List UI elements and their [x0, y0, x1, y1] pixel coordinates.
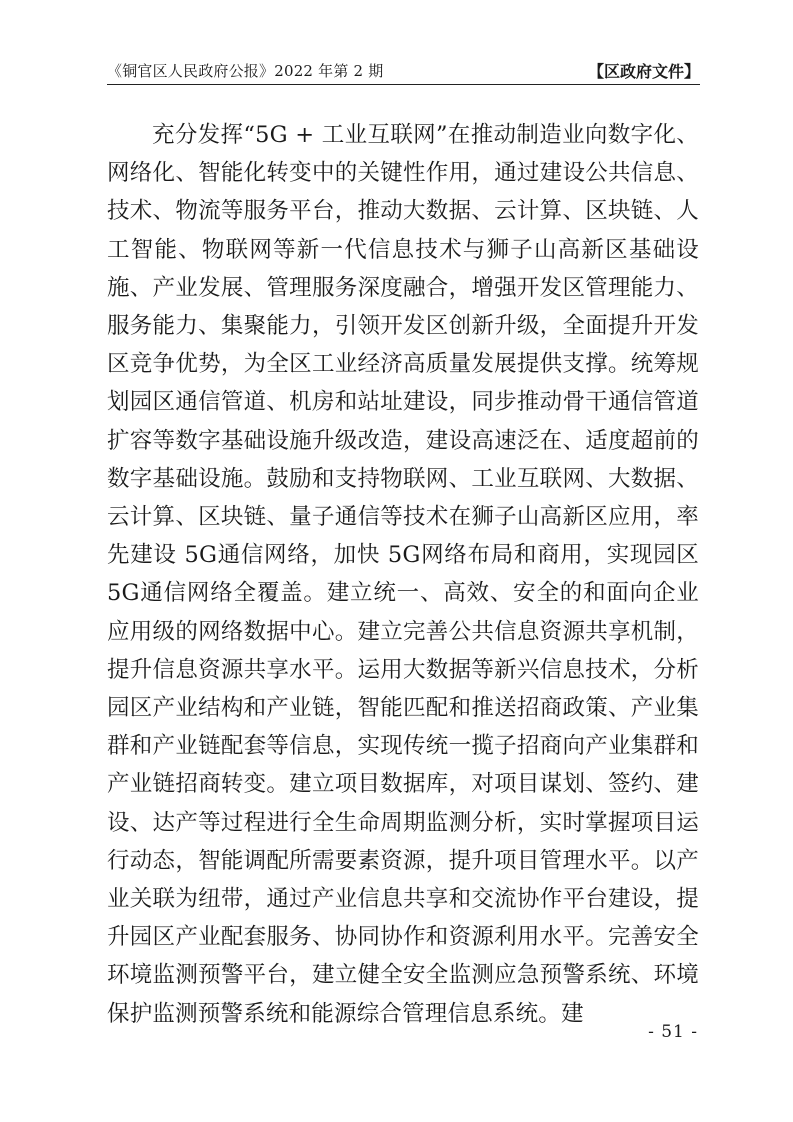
section-label: 【区政府文件】	[587, 62, 700, 81]
publication-title: 《铜官区人民政府公报》2022 年第 2 期	[107, 62, 384, 80]
page-number: - 51 -	[648, 1022, 698, 1042]
page-header	[107, 58, 700, 85]
body-paragraph: 充分发挥“5G + 工业互联网”在推动制造业向数字化、网络化、智能化转变中的关键性作用，通过建设公共信息、技术、物流等服务平台，推动大数据、云计算、区块链、人工智能、物联网等新一代信息技术与狮子山高新区基础设施、产业发展、管理服务深度融合，增强开发区管理能力、服务能力、集聚能力，引领开发区创新升级，全面提升开发区竞争优势，为全区工业经济高质量发展提供支撑。统筹规划园区通信管道、机房和站址建设，同步推动骨干通信管道扩容等数字基础设施升级改造，建设高速泛在、适度超前的数字基础设施。鼓励和支持物联网、工业互联网、大数据、云计算、区块链、量子通信等技术在狮子山高新区应用，率先建设 5G通信网络，加快 5G网络布局和商用，实现园区 5G通信网络全覆盖。建立统一、高效、安全的和面向企业应用级的网络数据中心。建立完善公共信息资源共享机制，提升信息资源共享水平。运用大数据等新兴信息技术，分析园区产业结构和产业链，智能匹配和推送招商政策、产业集群和产业链配套等信息，实现传统一揽子招商向产业集群和产业链招商转变。建立项目数据库，对项目谋划、签约、建设、达产等过程进行全生命周期监测分析，实时掌握项目运行动态，智能调配所需要素资源，提升项目管理水平。以产业关联为纽带，通过产业信息共享和交流协作平台建设，提升园区产业配套服务、协同协作和资源利用水平。完善安全环境监测预警平台，建立健全安全监测应急预警系统、环境保护监测预警系统和能源综合管理信息系统。建	[107, 122, 699, 1027]
